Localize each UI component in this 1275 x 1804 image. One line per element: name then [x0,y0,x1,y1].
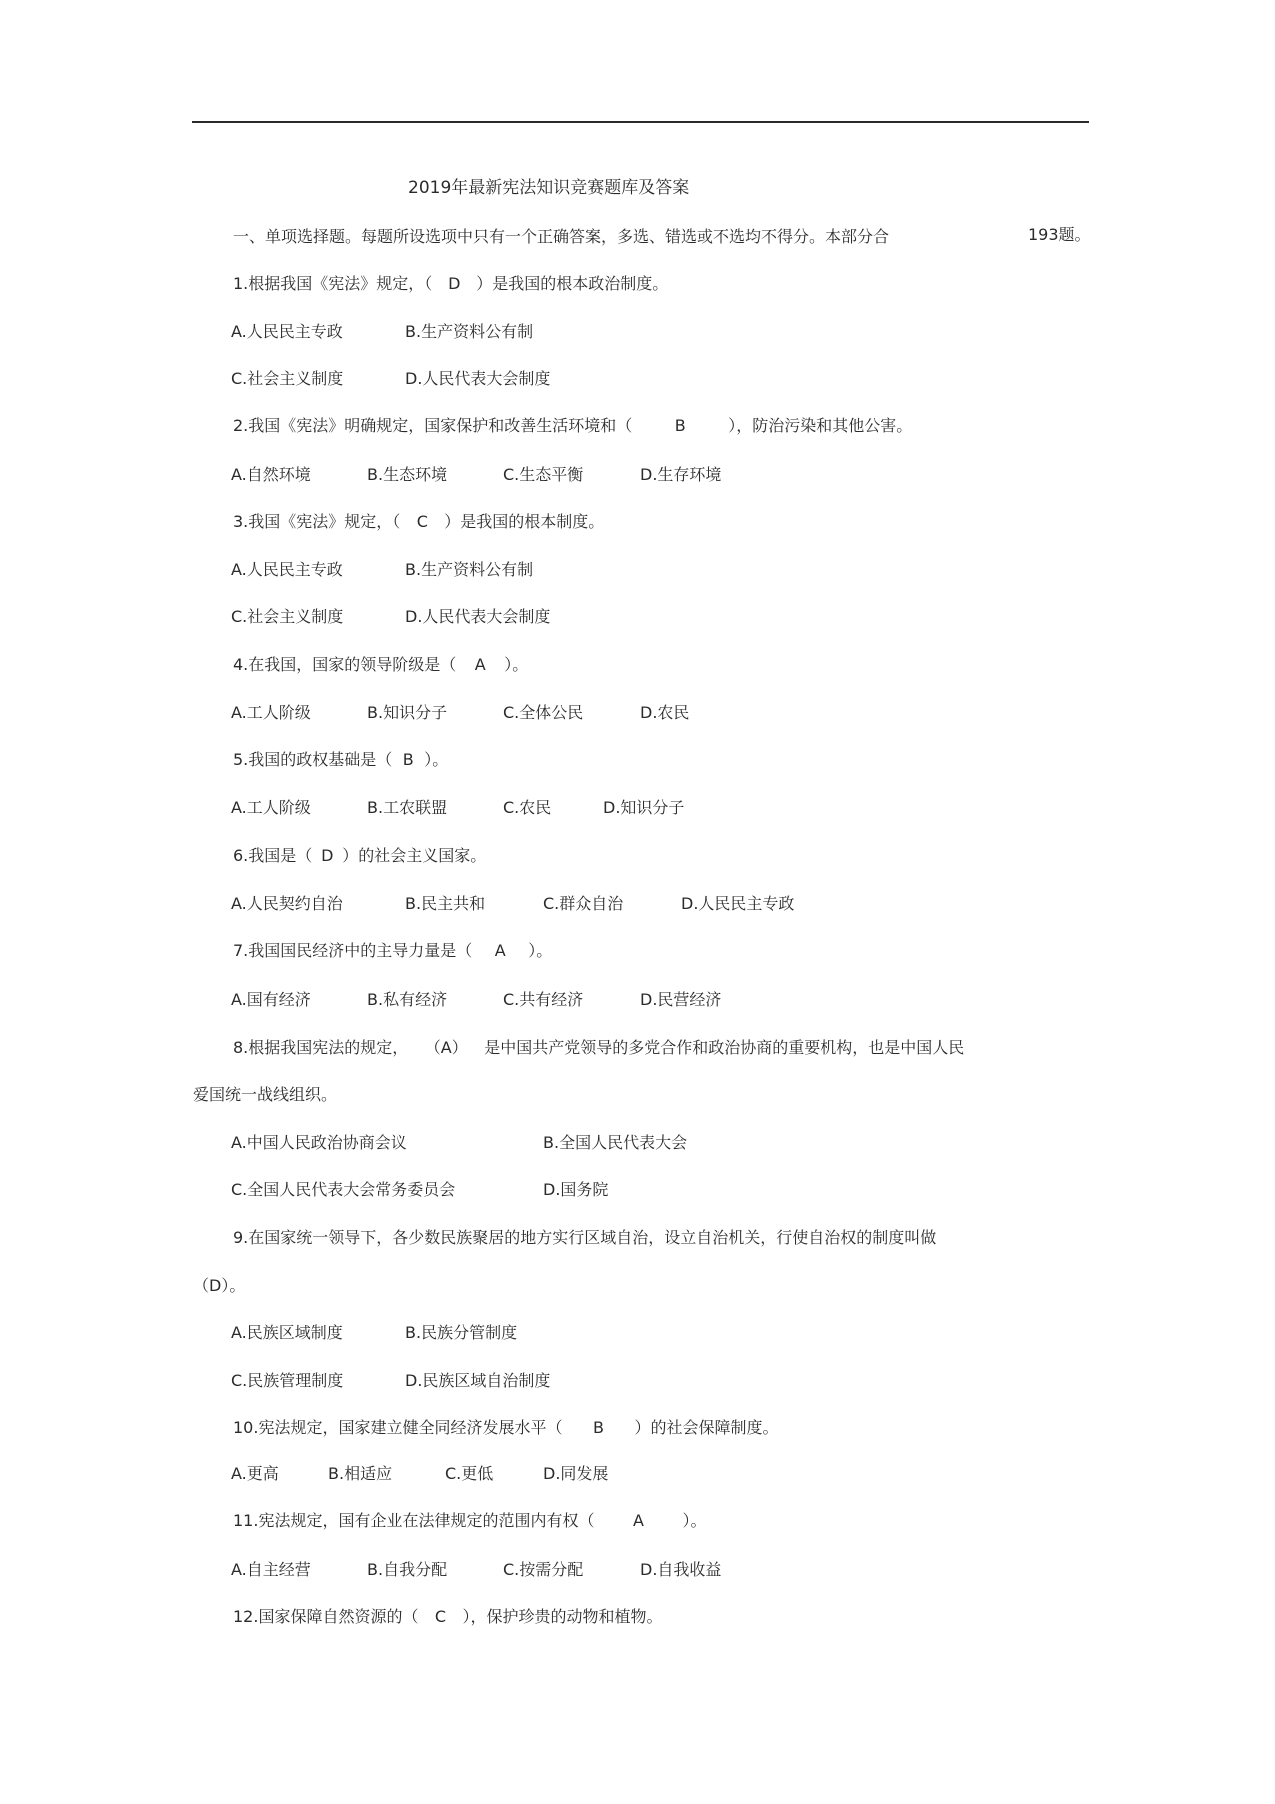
question-8 [233,1038,964,1058]
option: A.工人阶级 [231,798,311,817]
option: B.生产资料公有制 [405,560,534,579]
option: D.生存环境 [640,465,722,484]
question-11 [233,1511,706,1531]
option: C.群众自治 [543,894,624,913]
question-text: ）是我国的根本政治制度。 [476,274,669,293]
question-text: ），防治污染和其他公害。 [728,416,913,435]
answer: D [448,274,461,293]
question-text: 5.我国的政权基础是（ [233,750,393,769]
option: C.按需分配 [503,1560,584,1579]
question-text-continued: 爱国统一战线组织。 [193,1085,338,1104]
option: B.相适应 [328,1464,393,1483]
answer: B [674,416,686,435]
option: C.更低 [445,1464,494,1483]
section-heading: 一、单项选择题。每题所设选项中只有一个正确答案，多选、错选或不选均不得分。本部分合 [233,227,890,246]
question-text: ），保护珍贵的动物和植物。 [462,1607,663,1626]
option: D.知识分子 [603,798,685,817]
question-text: ）的社会保障制度。 [634,1418,779,1437]
option: B.全国人民代表大会 [543,1133,688,1152]
question-2 [233,416,912,436]
answer: A [474,655,486,674]
question-4 [233,655,528,675]
question-12 [233,1607,662,1627]
option: C.民族管理制度 [231,1371,344,1390]
option: C.全体公民 [503,703,584,722]
option: C.全国人民代表大会常务委员会 [231,1180,456,1199]
option: D.国务院 [543,1180,609,1199]
answer: （A） [424,1038,468,1057]
question-text: 9.在国家统一领导下，各少数民族聚居的地方实行区域自治，设立自治机关，行使自治权的制度叫做 [233,1228,937,1247]
answer: C [434,1607,447,1626]
option: B.生产资料公有制 [405,322,534,341]
option: C.农民 [503,798,552,817]
question-text: ）。 [682,1511,707,1530]
option: B.民族分管制度 [405,1323,518,1342]
question-text: ）。 [504,655,529,674]
question-text: ）的社会主义国家。 [342,846,487,865]
answer: C [416,512,428,531]
answer: B [592,1418,604,1437]
question-text-continued: （D）。 [193,1276,246,1295]
option: D.民营经济 [640,990,722,1009]
question-text: 4.在我国，国家的领导阶级是（ [233,655,457,674]
option: A.工人阶级 [231,703,311,722]
question-text: 1.根据我国《宪法》规定，（ [233,274,433,293]
question-text: 2.我国《宪法》明确规定，国家保护和改善生活环境和（ [233,416,633,435]
option: B.自我分配 [367,1560,448,1579]
option: B.生态环境 [367,465,448,484]
answer: A [632,1511,644,1530]
option: D.农民 [640,703,690,722]
option: B.私有经济 [367,990,448,1009]
header-rule [192,121,1089,123]
option: B.知识分子 [367,703,448,722]
option: D.人民代表大会制度 [405,607,551,626]
option: A.民族区域制度 [231,1323,343,1342]
question-3 [233,512,604,532]
question-text: 8.根据我国宪法的规定， [233,1038,409,1057]
option: D.人民代表大会制度 [405,369,551,388]
question-text: 10.宪法规定，国家建立健全同经济发展水平（ [233,1418,563,1437]
section-count: 193题。 [1028,225,1091,244]
question-text: ）。 [424,750,449,769]
option: A.中国人民政治协商会议 [231,1133,407,1152]
question-text: 3.我国《宪法》规定，（ [233,512,401,531]
question-text: 是中国共产党领导的多党合作和政治协商的重要机构，也是中国人民 [484,1038,965,1057]
option: C.社会主义制度 [231,607,344,626]
option: A.自主经营 [231,1560,311,1579]
option: A.人民民主专政 [231,560,343,579]
answer: A [494,941,506,960]
option: A.人民契约自治 [231,894,343,913]
question-5 [233,750,448,770]
answer: D [321,846,334,865]
option: A.自然环境 [231,465,311,484]
option: D.民族区域自治制度 [405,1371,551,1390]
option: C.社会主义制度 [231,369,344,388]
question-text: 7.我国国民经济中的主导力量是（ [233,941,473,960]
option: A.更高 [231,1464,279,1483]
question-text: 12.国家保障自然资源的（ [233,1607,419,1626]
option: D.自我收益 [640,1560,722,1579]
page-title: 2019年最新宪法知识竞赛题库及答案 [408,178,690,198]
question-10 [233,1418,778,1438]
question-6 [233,846,486,866]
option: D.人民民主专政 [681,894,795,913]
answer: B [402,750,414,769]
option: A.国有经济 [231,990,311,1009]
question-text: ）是我国的根本制度。 [444,512,605,531]
question-9 [233,1228,936,1248]
option: C.生态平衡 [503,465,584,484]
question-text: ）。 [528,941,553,960]
question-text: 11.宪法规定，国有企业在法律规定的范围内有权（ [233,1511,595,1530]
question-7 [233,941,552,961]
option: B.民主共和 [405,894,486,913]
option: C.共有经济 [503,990,584,1009]
option: A.人民民主专政 [231,322,343,341]
question-text: 6.我国是（ [233,846,313,865]
question-1 [233,274,668,294]
option: B.工农联盟 [367,798,448,817]
option: D.同发展 [543,1464,609,1483]
